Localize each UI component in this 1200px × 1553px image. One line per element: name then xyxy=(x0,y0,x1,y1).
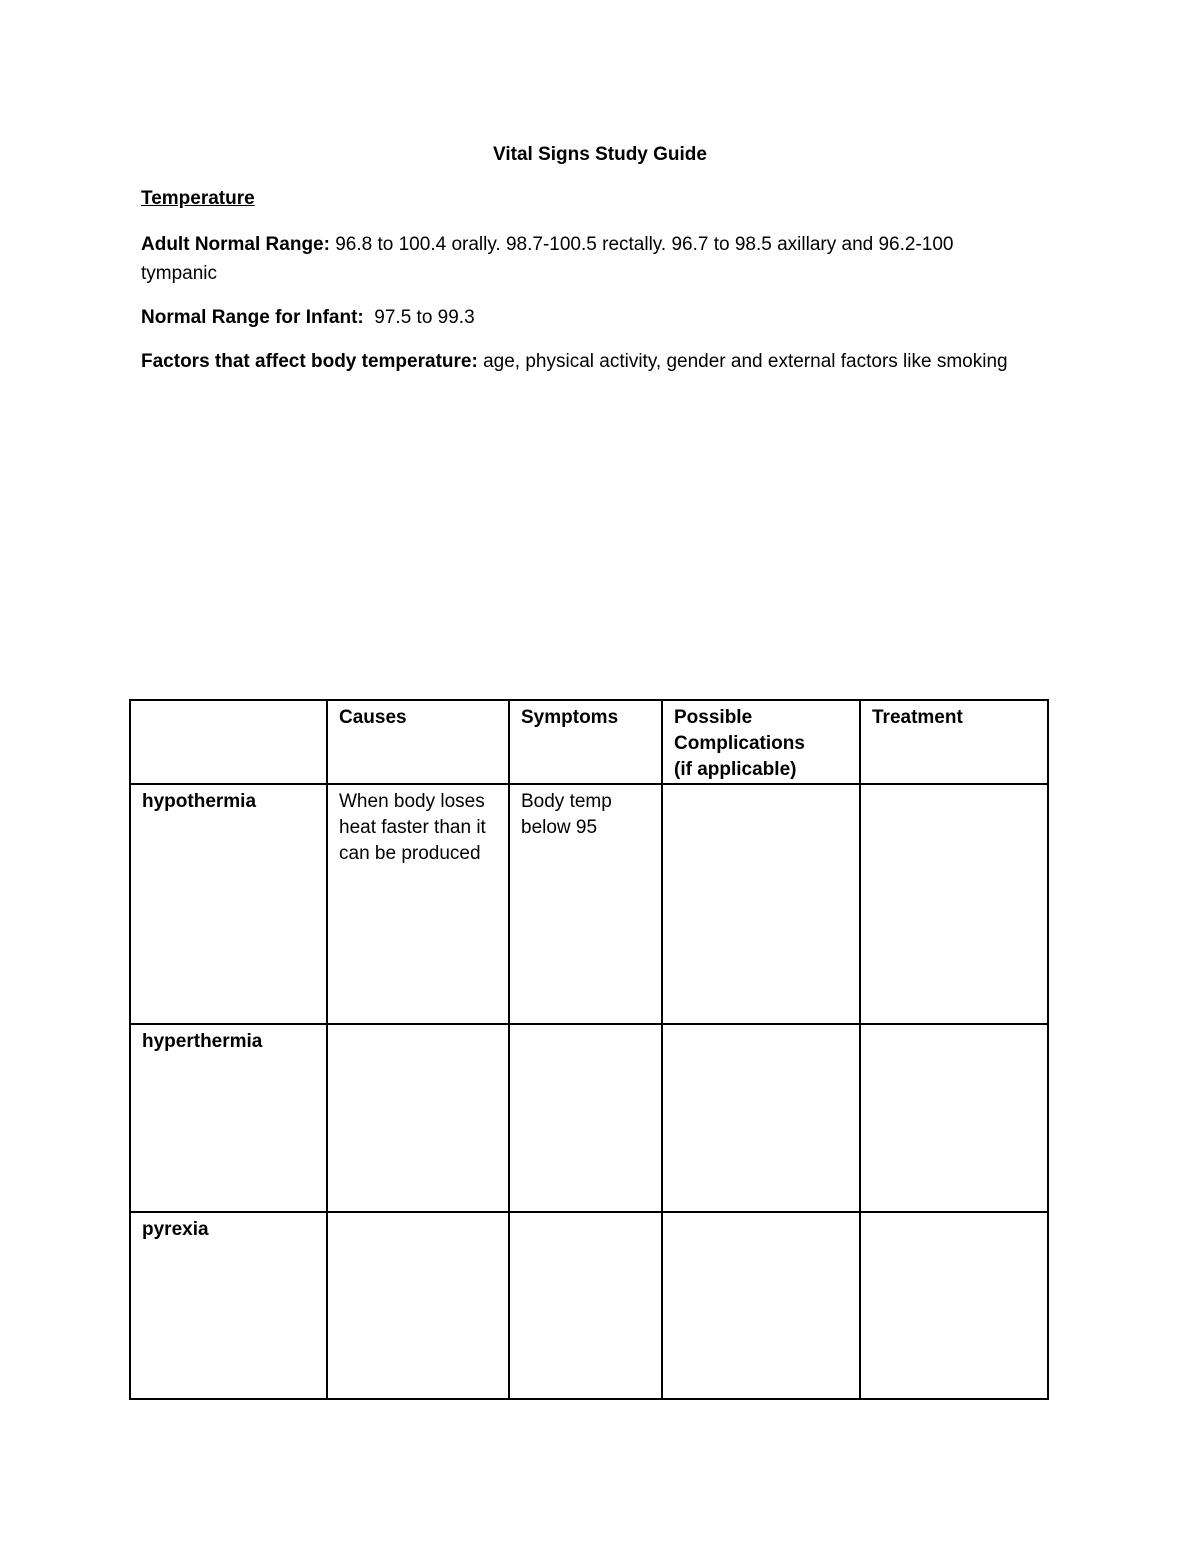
header-blank-cell xyxy=(130,700,327,784)
pyrexia-complications xyxy=(662,1212,860,1399)
hypothermia-symptoms-line2: below 95 xyxy=(521,817,598,838)
header-causes-label: Causes xyxy=(339,707,407,728)
temperature-factors-text: age, physical activity, gender and external factors like smoking xyxy=(477,351,1008,372)
adult-normal-range-label: Adult Normal Range: xyxy=(141,234,330,255)
hypothermia-treatment xyxy=(860,784,1048,1024)
hypothermia-symptoms-line1: Body temp xyxy=(521,791,612,812)
hyperthermia-causes xyxy=(327,1024,509,1212)
hypothermia-causes xyxy=(327,784,509,1024)
table-row xyxy=(130,1212,1048,1399)
hypothermia-symptoms xyxy=(509,784,662,1024)
section-heading-temperature: Temperature xyxy=(141,188,255,209)
temperature-factors-label: Factors that affect body temperature: xyxy=(141,351,478,372)
header-symptoms-label: Symptoms xyxy=(521,707,619,728)
infant-normal-range xyxy=(141,303,1021,332)
pyrexia-causes xyxy=(327,1212,509,1399)
header-complications-line1: Possible xyxy=(674,707,753,728)
header-complications-line2: Complications xyxy=(674,733,805,754)
hyperthermia-complications xyxy=(662,1024,860,1212)
pyrexia-symptoms xyxy=(509,1212,662,1399)
hyperthermia-treatment xyxy=(860,1024,1048,1212)
header-complications xyxy=(662,700,860,784)
header-treatment: Treatment xyxy=(860,700,1048,784)
header-symptoms xyxy=(509,700,662,784)
table-row xyxy=(130,1024,1048,1212)
row-label-hyperthermia: hyperthermia xyxy=(130,1024,327,1212)
adult-normal-range xyxy=(141,230,1021,288)
row-label-pyrexia: pyrexia xyxy=(130,1212,327,1399)
table-row xyxy=(130,784,1048,1024)
adult-normal-range-text: 96.8 to 100.4 orally. 98.7-100.5 rectally. 96.7 to 98.5 axillary and 96.2-100 tympanic xyxy=(141,234,954,284)
header-causes xyxy=(327,700,509,784)
hypothermia-causes-line2: heat faster than it xyxy=(339,817,486,838)
hypothermia-causes-line3: can be produced xyxy=(339,843,481,864)
hyperthermia-symptoms xyxy=(509,1024,662,1212)
table-header-row xyxy=(130,700,1048,784)
header-complications-line3: (if applicable) xyxy=(674,759,797,780)
hypothermia-causes-line1: When body loses xyxy=(339,791,485,812)
page-title: Vital Signs Study Guide xyxy=(493,144,707,165)
hypothermia-complications xyxy=(662,784,860,1024)
temperature-conditions-table xyxy=(129,699,1049,1400)
temperature-factors xyxy=(141,347,1021,376)
row-label-hypothermia: hypothermia xyxy=(130,784,327,1024)
infant-normal-range-text: 97.5 to 99.3 xyxy=(363,307,475,328)
pyrexia-treatment xyxy=(860,1212,1048,1399)
infant-normal-range-label: Normal Range for Infant: xyxy=(141,307,364,328)
